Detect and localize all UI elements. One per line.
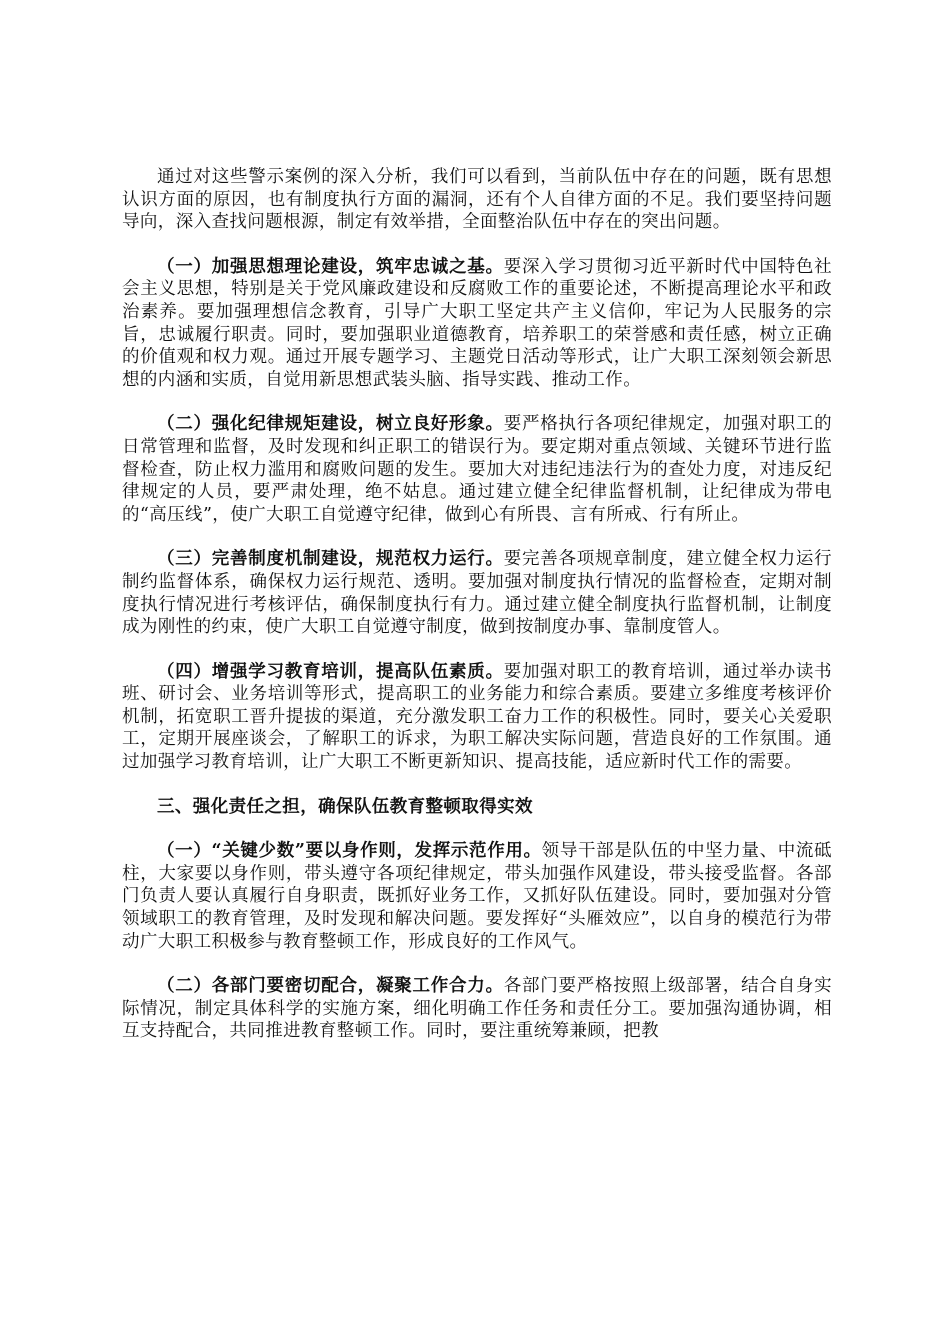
paragraph-lead: （三）完善制度机制建设，规范权力运行。 [157,549,504,570]
section-heading: 三、强化责任之担，确保队伍教育整顿取得实效 [157,796,533,817]
paragraph-lead: （二）各部门要密切配合，凝聚工作合力。 [157,976,504,997]
paragraph-text: 要完善各项规章制度，建立健全权力运行制约监督体系，确保权力运行规范、透明。要加强对制度执行情况的监督检查，定期对制度执行情况进行考核评估，确保制度执行有力。通过建立健全制度执行监督机制，让制度成为刚性的约束，使广大职工自觉遵守制度，做到按制度办事、靠制度管人。 [122,549,832,638]
paragraph-item-3 [122,548,832,638]
paragraph-text: 要严格执行各项纪律规定，加强对职工的日常管理和监督，及时发现和纠正职工的错误行为。要定期对重点领域、关键环节进行监督检查，防止权力滥用和腐败问题的发生。要加大对违纪违法行为的查处力度，对违反纪律规定的人员，要严肃处理，绝不姑息。通过建立健全纪律监督机制，让纪律成为带电的“高压线”，使广大职工自觉遵守纪律，做到心有所畏、言有所戒、行有所止。 [122,414,832,525]
paragraph-item-2 [122,413,832,526]
paragraph-section3-item-1 [122,840,832,953]
paragraph-item-1 [122,256,832,392]
paragraph-text: 领导干部是队伍的中坚力量、中流砥柱，大家要以身作则，带头遵守各项纪律规定，带头加强作风建设，带头接受监督。各部门负责人要认真履行自身职责，既抓好业务工作，又抓好队伍建设。同时，要加强对分管领域职工的教育管理，及时发现和解决问题。要发挥好“头雁效应”，以自身的模范行为带动广大职工积极参与教育整顿工作，形成良好的工作风气。 [122,841,832,952]
paragraph-section3-item-2 [122,975,832,1043]
paragraph-item-4 [122,661,832,774]
paragraph-lead: （二）强化纪律规矩建设，树立良好形象。 [157,414,504,435]
paragraph-lead: （四）增强学习教育培训，提高队伍素质。 [157,661,504,682]
paragraph-text: 要加强对职工的教育培训，通过举办读书班、研讨会、业务培训等形式，提高职工的业务能力和综合素质。要建立多维度考核评价机制，拓宽职工晋升提拔的渠道，充分激发职工奋力工作的积极性。同时，要关心关爱职工，定期开展座谈会，了解职工的诉求，为职工解决实际问题，营造良好的工作氛围。通过加强学习教育培训，让广大职工不断更新知识、提高技能，适应新时代工作的需要。 [122,661,832,773]
document-body [122,166,832,1065]
paragraph-text: 各部门要严格按照上级部署，结合自身实际情况，制定具体科学的实施方案，细化明确工作任务和责任分工。要加强沟通协调，相互支持配合，共同推进教育整顿工作。同时，要注重统筹兼顾，把教 [122,976,832,1042]
paragraph-lead: （一）“关键少数”要以身作则，发挥示范作用。 [157,841,542,862]
paragraph-intro: 通过对这些警示案例的深入分析，我们可以看到，当前队伍中存在的问题，既有思想认识方面的原因，也有制度执行方面的漏洞，还有个人自律方面的不足。我们要坚持问题导向，深入查找问题根源，制定有效举措，全面整治队伍中存在的突出问题。 [122,167,832,233]
paragraph-lead: （一）加强思想理论建设，筑牢忠诚之基。 [157,256,504,277]
paragraph-text: 要深入学习贯彻习近平新时代中国特色社会主义思想，特别是关于党风廉政建设和反腐败工作的重要论述，不断提高理论水平和政治素养。要加强理想信念教育，引导广大职工坚定共产主义信仰，牢记为人民服务的宗旨，忠诚履行职责。同时，要加强职业道德教育，培养职工的荣誉感和责任感，树立正确的价值观和权力观。通过开展专题学习、主题党日活动等形式，让广大职工深刻领会新思想的内涵和实质，自觉用新思想武装头脑、指导实践、推动工作。 [122,256,832,390]
